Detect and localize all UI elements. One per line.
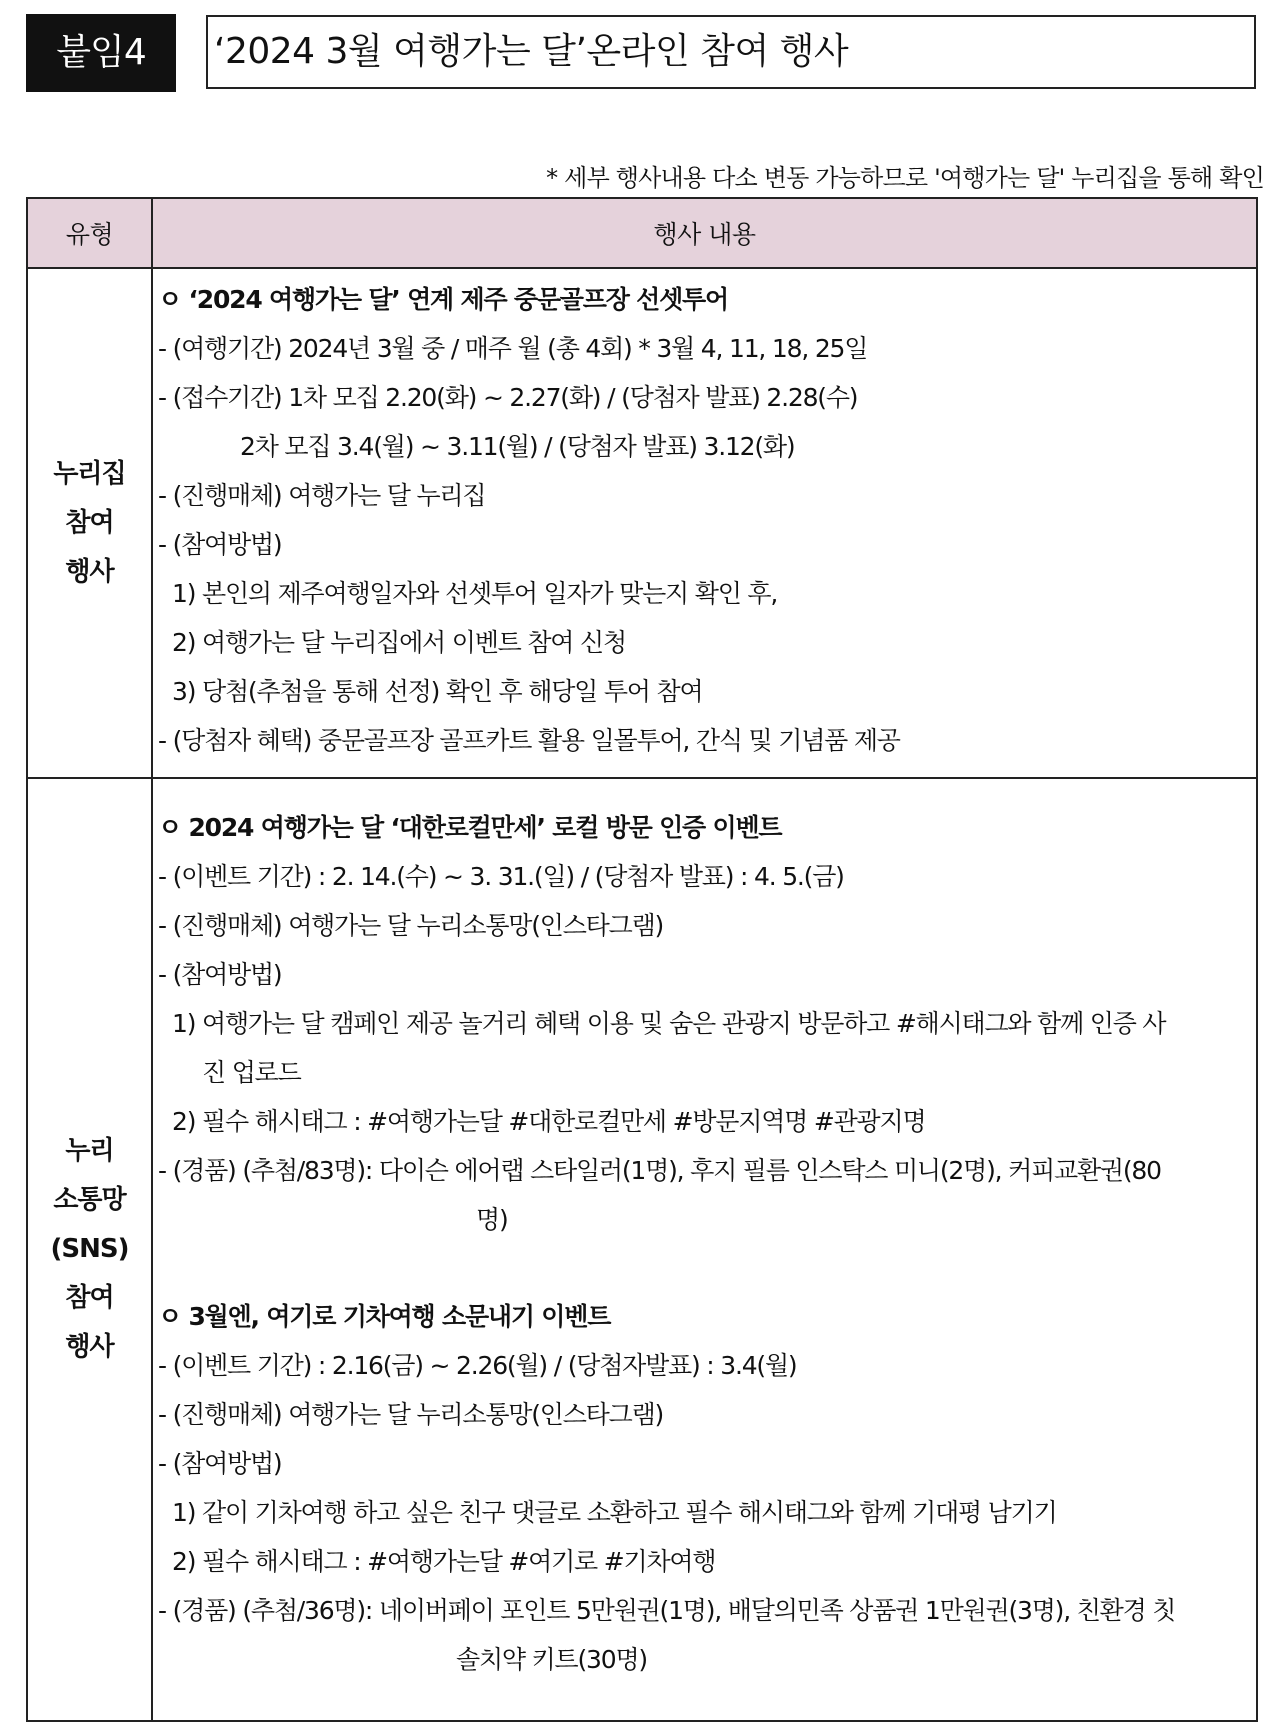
content-line: 진 업로드	[202, 1058, 301, 1087]
content-line: 1) 같이 기차여행 하고 싶은 친구 댓글로 소환하고 필수 해시태그와 함께 기대평 남기기	[172, 1498, 1057, 1527]
type-line: 참여	[65, 507, 114, 538]
content-line: 1) 여행가는 달 캠페인 제공 놀거리 혜택 이용 및 숨은 관광지 방문하고 #해시태그와 함께 인증 사	[172, 1009, 1166, 1038]
event-heading: ㅇ ‘2024 여행가는 달’ 연계 제주 중문골프장 선셋투어	[158, 285, 728, 314]
content-line: - (접수기간) 1차 모집 2.20(화) ~ 2.27(화) / (당첨자 발표) 2.28(수)	[158, 383, 858, 412]
type-line: 누리집	[53, 458, 126, 489]
event-heading: ㅇ 3월엔, 여기로 기차여행 소문내기 이벤트	[158, 1302, 611, 1331]
row-content-cell	[152, 268, 1257, 778]
content-line: - (이벤트 기간) : 2. 14.(수) ~ 3. 31.(일) / (당첨자 발표) : 4. 5.(금)	[158, 862, 844, 891]
row-type-cell	[27, 778, 152, 1721]
content-line: - (진행매체) 여행가는 달 누리소통망(인스타그램)	[158, 1400, 664, 1429]
row-type-cell	[27, 268, 152, 778]
content-line: 2) 필수 해시태그 : #여행가는달 #여기로 #기차여행	[172, 1547, 716, 1576]
type-line: 참여	[65, 1283, 114, 1313]
attachment-badge: 붙임4	[26, 14, 176, 92]
content-line: - (경품) (추첨/36명): 네이버페이 포인트 5만원권(1명), 배달의민족 상품권 1만원권(3명), 친환경 칫	[158, 1596, 1176, 1625]
document-title: ‘2024 3월 여행가는 달’온라인 참여 행사	[206, 15, 1256, 89]
content-line: - (참여방법)	[158, 530, 282, 559]
content-line: 솔치약 키트(30명)	[456, 1645, 647, 1674]
table-header-row	[27, 198, 1257, 268]
event-heading: ㅇ 2024 여행가는 달 ‘대한로컬만세’ 로컬 방문 인증 이벤트	[158, 813, 782, 842]
type-line: 행사	[65, 1332, 114, 1362]
content-line: - (참여방법)	[158, 960, 282, 989]
content-line: - (당첨자 혜택) 중문골프장 골프카트 활용 일몰투어, 간식 및 기념품 제공	[158, 726, 900, 755]
content-line: - (경품) (추첨/83명): 다이슨 에어랩 스타일러(1명), 후지 필름 인스탁스 미니(2명), 커피교환권(80	[158, 1156, 1161, 1185]
table-row	[27, 778, 1257, 1721]
content-line: - (참여방법)	[158, 1449, 282, 1478]
content-line: - (진행매체) 여행가는 달 누리소통망(인스타그램)	[158, 911, 664, 940]
content-line: 2) 여행가는 달 누리집에서 이벤트 참여 신청	[172, 628, 626, 657]
header-type: 유형	[27, 198, 152, 268]
type-line: (SNS)	[50, 1234, 129, 1264]
content-line: 명)	[476, 1205, 508, 1234]
type-line: 누리	[65, 1136, 114, 1166]
section-gap	[158, 1244, 1256, 1292]
content-line: - (진행매체) 여행가는 달 누리집	[158, 481, 486, 510]
header-content: 행사 내용	[152, 198, 1257, 268]
table-row	[27, 268, 1257, 778]
row-content-cell	[152, 778, 1257, 1721]
notice-text: * 세부 행사내용 다소 변동 가능하므로 '여행가는 달' 누리집을 통해 확인	[546, 164, 1264, 192]
content-line: 2) 필수 해시태그 : #여행가는달 #대한로컬만세 #방문지역명 #관광지명	[172, 1107, 926, 1136]
content-line: - (여행기간) 2024년 3월 중 / 매주 월 (총 4회) * 3월 4, 11, 18, 25일	[158, 334, 868, 363]
content-line: - (이벤트 기간) : 2.16(금) ~ 2.26(월) / (당첨자발표) : 3.4(월)	[158, 1351, 797, 1380]
content-line: 3) 당첨(추첨을 통해 선정) 확인 후 해당일 투어 참여	[172, 677, 703, 706]
event-table	[26, 197, 1258, 1722]
content-line: 2차 모집 3.4(월) ~ 3.11(월) / (당첨자 발표) 3.12(화)	[240, 432, 795, 461]
type-line: 소통망	[53, 1185, 126, 1215]
content-line: 1) 본인의 제주여행일자와 선셋투어 일자가 맞는지 확인 후,	[172, 579, 778, 608]
type-line: 행사	[65, 556, 114, 587]
